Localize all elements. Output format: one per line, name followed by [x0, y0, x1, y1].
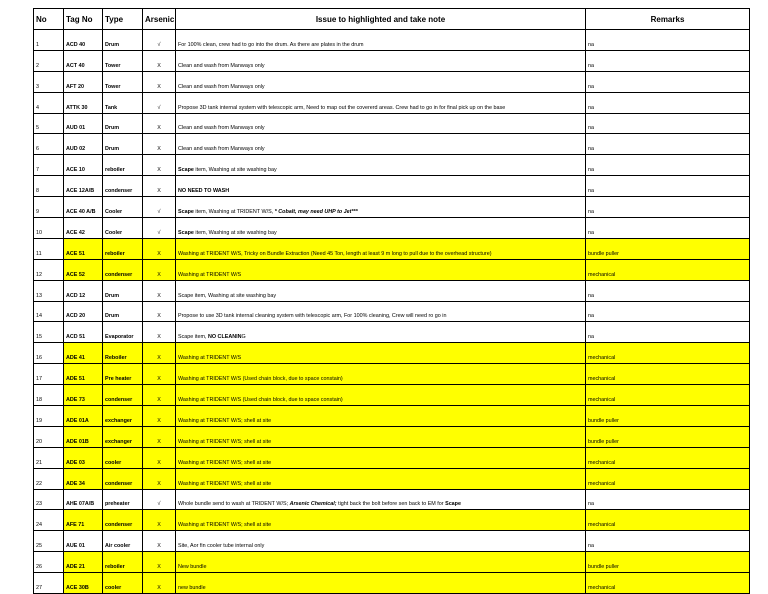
table-row	[34, 155, 750, 176]
issue-text-run: Washing at TRIDENT W/S; shell at site	[178, 417, 272, 424]
cell-tag-no[interactable]: ACE 51	[64, 238, 103, 259]
cell-no[interactable]: 13	[34, 280, 64, 301]
cell-no[interactable]: 21	[34, 447, 64, 468]
cell-type[interactable]: Drum	[103, 113, 143, 134]
cell-no[interactable]: 11	[34, 238, 64, 259]
cell-type[interactable]: Drum	[103, 280, 143, 301]
cell-type[interactable]: exchanger	[103, 426, 143, 447]
cell-no[interactable]: 12	[34, 259, 64, 280]
cell-remarks[interactable]: mechanical	[586, 447, 750, 468]
cell-arsenic[interactable]: X	[143, 134, 176, 155]
cell-remarks[interactable]: na	[586, 218, 750, 239]
cell-tag-no[interactable]: ACE 30B	[64, 573, 103, 594]
cell-issue[interactable]	[176, 176, 586, 197]
cell-no[interactable]: 15	[34, 322, 64, 343]
cell-remarks[interactable]: na	[586, 301, 750, 322]
table-row	[34, 113, 750, 134]
issue-text-run: Clean and wash from Manways only	[178, 125, 265, 132]
issue-text-run: Washing at TRIDENT W/S	[178, 355, 242, 362]
cell-tag-no[interactable]: ADE 21	[64, 552, 103, 573]
cell-tag-no[interactable]: ACD 51	[64, 322, 103, 343]
header-type[interactable]: Type	[103, 9, 143, 30]
cell-no[interactable]: 5	[34, 113, 64, 134]
cell-arsenic[interactable]: X	[143, 238, 176, 259]
cell-no[interactable]: 3	[34, 71, 64, 92]
table-row	[34, 406, 750, 427]
issue-text-run: Scape	[178, 229, 194, 236]
cell-remarks[interactable]: mechanical	[586, 385, 750, 406]
cell-issue[interactable]	[176, 489, 586, 510]
cell-tag-no[interactable]: ADE 01B	[64, 426, 103, 447]
cell-no[interactable]: 4	[34, 92, 64, 113]
table-row	[34, 573, 750, 594]
cell-issue[interactable]	[176, 447, 586, 468]
cell-no[interactable]: 25	[34, 531, 64, 552]
issue-text-run: * Cobalt, may need UHP to Jet***	[274, 209, 358, 216]
cell-type[interactable]: Drum	[103, 134, 143, 155]
table-row	[34, 259, 750, 280]
cell-type[interactable]: Tank	[103, 92, 143, 113]
cell-remarks[interactable]: na	[586, 92, 750, 113]
cell-tag-no[interactable]: ACE 10	[64, 155, 103, 176]
table-row	[34, 552, 750, 573]
table-row	[34, 176, 750, 197]
cell-remarks[interactable]: na	[586, 113, 750, 134]
cell-tag-no[interactable]: ADE 01A	[64, 406, 103, 427]
issue-text-run: Scape item,	[178, 334, 208, 341]
cell-no[interactable]: 14	[34, 301, 64, 322]
cell-arsenic[interactable]: X	[143, 176, 176, 197]
issue-text-run: Whole bundle send to wash at TRIDENT W/S;	[178, 501, 290, 508]
cell-issue[interactable]	[176, 322, 586, 343]
table-row	[34, 71, 750, 92]
cell-issue[interactable]	[176, 155, 586, 176]
table-row	[34, 385, 750, 406]
cell-no[interactable]: 8	[34, 176, 64, 197]
cell-arsenic[interactable]: √	[143, 218, 176, 239]
cell-remarks[interactable]: na	[586, 280, 750, 301]
cell-remarks[interactable]: mechanical	[586, 510, 750, 531]
cell-remarks[interactable]: bundle puller	[586, 552, 750, 573]
cell-arsenic[interactable]: X	[143, 385, 176, 406]
cell-remarks[interactable]: na	[586, 155, 750, 176]
header-remarks[interactable]: Remarks	[586, 9, 750, 30]
cell-remarks[interactable]: bundle puller	[586, 406, 750, 427]
cell-type[interactable]: Cooler	[103, 218, 143, 239]
table-row	[34, 280, 750, 301]
cell-tag-no[interactable]: AFT 20	[64, 71, 103, 92]
issue-text-run: Washing at TRIDENT W/S; shell at site	[178, 522, 272, 529]
cell-tag-no[interactable]: ACE 52	[64, 259, 103, 280]
table-row	[34, 30, 750, 51]
cell-type[interactable]: condenser	[103, 468, 143, 489]
cell-arsenic[interactable]: X	[143, 426, 176, 447]
cell-type[interactable]: condenser	[103, 385, 143, 406]
cell-type[interactable]: cooler	[103, 573, 143, 594]
issue-text-run: item, Washing at site washing bay	[193, 167, 277, 174]
cell-type[interactable]: preheater	[103, 489, 143, 510]
cell-arsenic[interactable]: X	[143, 531, 176, 552]
cell-issue[interactable]	[176, 218, 586, 239]
table-row	[34, 218, 750, 239]
cell-type[interactable]: Tower	[103, 50, 143, 71]
cell-issue[interactable]	[176, 30, 586, 51]
cell-arsenic[interactable]: X	[143, 259, 176, 280]
cell-issue[interactable]	[176, 531, 586, 552]
cell-tag-no[interactable]: AFE 71	[64, 510, 103, 531]
cell-no[interactable]: 2	[34, 50, 64, 71]
cell-type[interactable]: exchanger	[103, 406, 143, 427]
cell-issue[interactable]	[176, 50, 586, 71]
cell-arsenic[interactable]: √	[143, 30, 176, 51]
cell-arsenic[interactable]: X	[143, 50, 176, 71]
cell-tag-no[interactable]: ACT 40	[64, 50, 103, 71]
table-row	[34, 134, 750, 155]
cell-issue[interactable]	[176, 343, 586, 364]
cell-no[interactable]: 23	[34, 489, 64, 510]
issue-text-run: Scape	[178, 167, 194, 174]
spreadsheet-table	[33, 8, 750, 594]
cell-tag-no[interactable]: ATTK 30	[64, 92, 103, 113]
cell-type[interactable]: Drum	[103, 301, 143, 322]
table-row	[34, 197, 750, 218]
table-row	[34, 468, 750, 489]
cell-tag-no[interactable]: ACD 20	[64, 301, 103, 322]
table-row	[34, 343, 750, 364]
issue-text-run: Scape item, Washing at site washing bay	[178, 292, 277, 299]
cell-remarks[interactable]: mechanical	[586, 259, 750, 280]
issue-text-run: Washing at TRIDENT W/S; shell at site	[178, 438, 272, 445]
issue-text-run: Propose to use 3D tank internal cleaning system with telescopic arm, For 100% cleaning, Crew will need ro go in	[178, 313, 447, 320]
table-row	[34, 301, 750, 322]
cell-remarks[interactable]: bundle puller	[586, 426, 750, 447]
issue-text-run: NO CLEANIN	[207, 334, 242, 341]
cell-tag-no[interactable]: ADE 34	[64, 468, 103, 489]
issue-text-run: item, Washing at site washing bay	[193, 229, 277, 236]
cell-arsenic[interactable]: X	[143, 552, 176, 573]
cell-remarks[interactable]: na	[586, 176, 750, 197]
cell-tag-no[interactable]: ACE 12A/B	[64, 176, 103, 197]
cell-arsenic[interactable]: X	[143, 155, 176, 176]
cell-issue[interactable]	[176, 71, 586, 92]
cell-remarks[interactable]: na	[586, 197, 750, 218]
table-row	[34, 92, 750, 113]
issue-text-run: tight back the bolt before sen back to EM for	[336, 501, 446, 508]
table-row	[34, 426, 750, 447]
table-body	[34, 30, 750, 594]
cell-issue[interactable]	[176, 92, 586, 113]
header-tag-no[interactable]: Tag No	[64, 9, 103, 30]
table-row	[34, 489, 750, 510]
cell-arsenic[interactable]: √	[143, 197, 176, 218]
cell-type[interactable]: condenser	[103, 259, 143, 280]
cell-issue[interactable]	[176, 280, 586, 301]
issue-text-run: Site, Aor fin cooler tube internal only	[178, 543, 265, 550]
cell-issue[interactable]	[176, 301, 586, 322]
table-row	[34, 50, 750, 71]
header-issue[interactable]: Issue to highlighted and take note	[176, 9, 586, 30]
cell-issue[interactable]	[176, 406, 586, 427]
issue-text-run: Washing at TRIDENT W/S; shell at site	[178, 480, 272, 487]
cell-issue[interactable]	[176, 197, 586, 218]
cell-issue[interactable]	[176, 573, 586, 594]
cell-arsenic[interactable]: X	[143, 343, 176, 364]
issue-text-run: NO NEED TO WASH	[178, 188, 230, 195]
issue-text-run: Washing at TRIDENT W/S (Used chain block, due to space constain)	[178, 376, 343, 383]
cell-remarks[interactable]: na	[586, 134, 750, 155]
cell-type[interactable]: Air cooler	[103, 531, 143, 552]
issue-text-run: Washing at TRIDENT W/S, Tricky on Bundle Extraction (Need 45 Ton, length at least 9 m long to pull due to the overhead structure)	[178, 250, 492, 257]
cell-tag-no[interactable]: AUD 02	[64, 134, 103, 155]
cell-type[interactable]: Reboiler	[103, 343, 143, 364]
cell-type[interactable]: Cooler	[103, 197, 143, 218]
cell-type[interactable]: reboiler	[103, 552, 143, 573]
table-row	[34, 531, 750, 552]
cell-arsenic[interactable]: X	[143, 280, 176, 301]
issue-text-run: For 100% clean, crew had to go into the drum. As there are plates in the drum	[178, 41, 364, 48]
cell-arsenic[interactable]: X	[143, 322, 176, 343]
cell-arsenic[interactable]: X	[143, 301, 176, 322]
cell-issue[interactable]	[176, 238, 586, 259]
issue-text-run: New bundle	[178, 564, 207, 571]
cell-arsenic[interactable]: X	[143, 71, 176, 92]
cell-no[interactable]: 27	[34, 573, 64, 594]
cell-remarks[interactable]: na	[586, 71, 750, 92]
cell-remarks[interactable]: mechanical	[586, 343, 750, 364]
cell-remarks[interactable]: mechanical	[586, 573, 750, 594]
cell-tag-no[interactable]: ACE 40 A/B	[64, 197, 103, 218]
table-row	[34, 364, 750, 385]
cell-tag-no[interactable]: ADE 51	[64, 364, 103, 385]
cell-type[interactable]: Evaporator	[103, 322, 143, 343]
cell-type[interactable]: reboiler	[103, 238, 143, 259]
cell-type[interactable]: Tower	[103, 71, 143, 92]
cell-tag-no[interactable]: ADE 03	[64, 447, 103, 468]
issue-text-run: Scape	[178, 209, 194, 216]
cell-arsenic[interactable]: X	[143, 113, 176, 134]
cell-no[interactable]: 26	[34, 552, 64, 573]
cell-no[interactable]: 10	[34, 218, 64, 239]
cell-tag-no[interactable]: AUE 01	[64, 531, 103, 552]
cell-no[interactable]: 24	[34, 510, 64, 531]
table-row	[34, 447, 750, 468]
cell-tag-no[interactable]: AHE 07A/B	[64, 489, 103, 510]
cell-no[interactable]: 7	[34, 155, 64, 176]
cell-arsenic[interactable]: X	[143, 364, 176, 385]
cell-issue[interactable]	[176, 259, 586, 280]
cell-type[interactable]: Drum	[103, 30, 143, 51]
cell-tag-no[interactable]: ACE 42	[64, 218, 103, 239]
cell-arsenic[interactable]: √	[143, 92, 176, 113]
header-row	[34, 9, 750, 30]
cell-arsenic[interactable]: X	[143, 406, 176, 427]
cell-type[interactable]: cooler	[103, 447, 143, 468]
cell-no[interactable]: 22	[34, 468, 64, 489]
cell-arsenic[interactable]: X	[143, 510, 176, 531]
cell-remarks[interactable]: mechanical	[586, 364, 750, 385]
cell-issue[interactable]	[176, 510, 586, 531]
cell-tag-no[interactable]: ADE 41	[64, 343, 103, 364]
issue-text-run: Arsenic Chemical;	[289, 501, 337, 508]
issue-text-run: Propose 3D tank internal system with telescopic arm, Need to map out the covererd areas. Crew had to go in for final pick up on the base	[178, 104, 506, 111]
cell-arsenic[interactable]: X	[143, 468, 176, 489]
cell-arsenic[interactable]: X	[143, 573, 176, 594]
cell-remarks[interactable]: na	[586, 30, 750, 51]
issue-text-run: Washing at TRIDENT W/S; shell at site	[178, 459, 272, 466]
cell-issue[interactable]	[176, 552, 586, 573]
cell-no[interactable]: 17	[34, 364, 64, 385]
issue-text-run: Washing at TRIDENT W/S (Used chain block, due to space constain)	[178, 397, 343, 404]
table-row	[34, 238, 750, 259]
issue-text-run: Washing at TRIDENT W/S	[178, 271, 242, 278]
cell-tag-no[interactable]: ADE 73	[64, 385, 103, 406]
cell-remarks[interactable]: na	[586, 50, 750, 71]
issue-text-run: item, Washing at TRIDENT W/S,	[193, 209, 275, 216]
table-row	[34, 322, 750, 343]
table-row	[34, 510, 750, 531]
cell-arsenic[interactable]: X	[143, 447, 176, 468]
cell-no[interactable]: 18	[34, 385, 64, 406]
cell-remarks[interactable]: mechanical	[586, 468, 750, 489]
cell-issue[interactable]	[176, 385, 586, 406]
cell-arsenic[interactable]: √	[143, 489, 176, 510]
issue-text-run: new bundle	[178, 585, 206, 592]
issue-text-run: G	[241, 334, 246, 341]
cell-no[interactable]: 6	[34, 134, 64, 155]
cell-issue[interactable]	[176, 113, 586, 134]
cell-issue[interactable]	[176, 364, 586, 385]
issue-text-run: Scape	[445, 501, 461, 508]
cell-tag-no[interactable]: ACD 12	[64, 280, 103, 301]
cell-no[interactable]: 19	[34, 406, 64, 427]
cell-tag-no[interactable]: AUD 01	[64, 113, 103, 134]
header-arsenic[interactable]: Arsenic	[143, 9, 176, 30]
cell-remarks[interactable]: na	[586, 322, 750, 343]
cell-issue[interactable]	[176, 134, 586, 155]
cell-no[interactable]: 9	[34, 197, 64, 218]
cell-issue[interactable]	[176, 468, 586, 489]
cell-issue[interactable]	[176, 426, 586, 447]
cell-no[interactable]: 1	[34, 30, 64, 51]
cell-type[interactable]: condenser	[103, 510, 143, 531]
cell-type[interactable]: reboiler	[103, 155, 143, 176]
cell-no[interactable]: 20	[34, 426, 64, 447]
cell-remarks[interactable]: na	[586, 531, 750, 552]
cell-no[interactable]: 16	[34, 343, 64, 364]
cell-remarks[interactable]: bundle puller	[586, 238, 750, 259]
cell-remarks[interactable]: na	[586, 489, 750, 510]
header-no[interactable]: No	[34, 9, 64, 30]
cell-type[interactable]: condenser	[103, 176, 143, 197]
issue-text-run: Clean and wash from Manways only	[178, 83, 265, 90]
issue-text-run: Clean and wash from Manways only	[178, 146, 265, 153]
cell-tag-no[interactable]: ACD 40	[64, 30, 103, 51]
cell-type[interactable]: Pre heater	[103, 364, 143, 385]
issue-text-run: Clean and wash from Manways only	[178, 62, 265, 69]
